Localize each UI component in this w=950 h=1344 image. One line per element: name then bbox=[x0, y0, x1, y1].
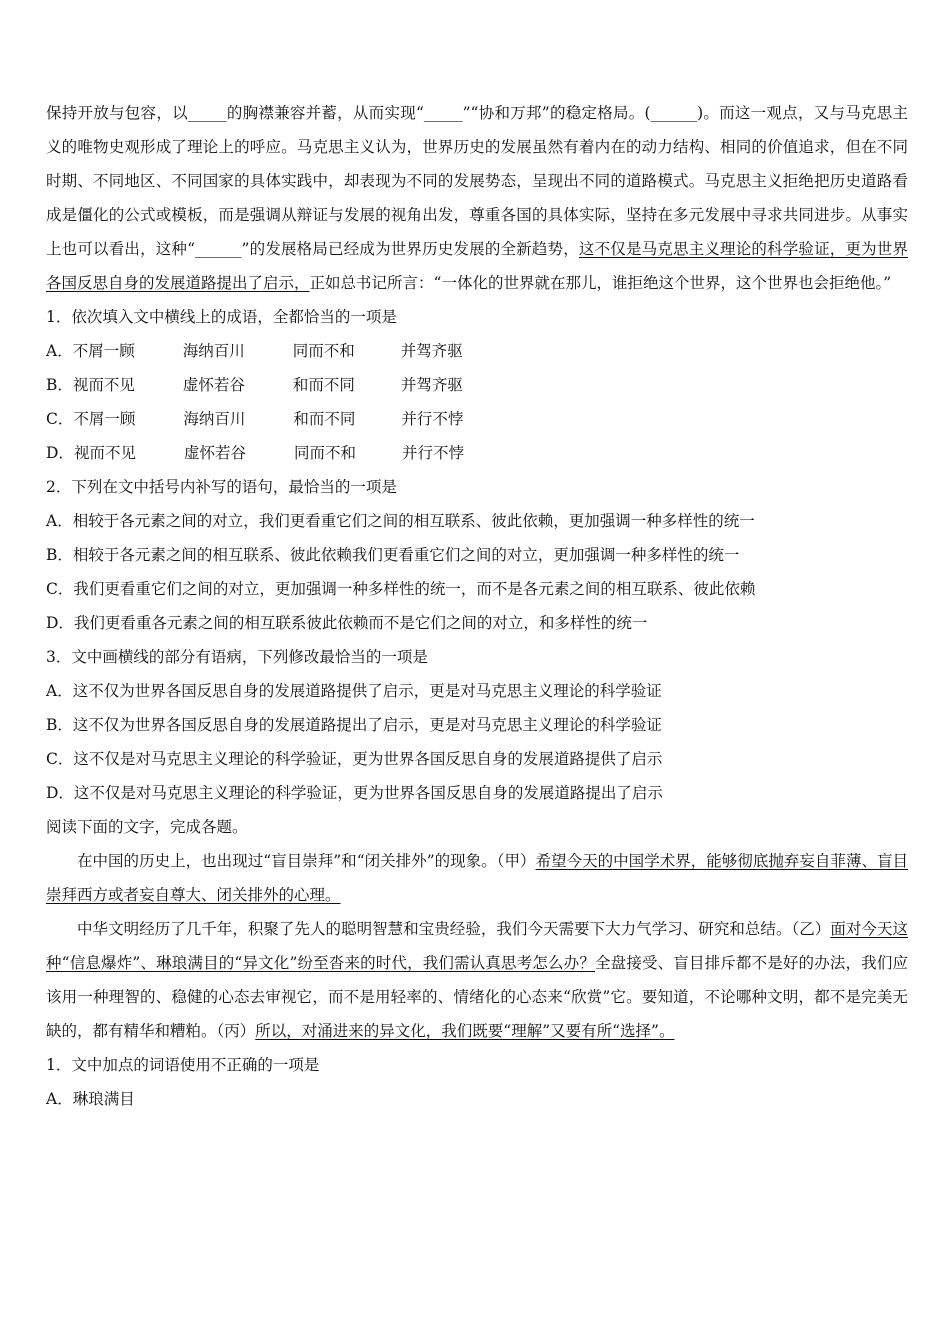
q2-option-c: C．我们更看重它们之间的对立，更加强调一种多样性的统一，而不是各元素之间的相互联系、彼此依赖 bbox=[46, 580, 756, 598]
underlined-yi: 面对今天这种“信息爆炸”、琳琅满目的“异文化”纷至沓来的时代，我们需认真思考怎么办？ bbox=[46, 920, 908, 972]
q1-option-d: D．视而不见 虚怀若谷 同而不和 并行不悖 bbox=[46, 444, 464, 462]
q3-stem: 3．文中画横线的部分有语病，下列修改最恰当的一项是 bbox=[46, 648, 428, 666]
underlined-bing: 所以，对涌进来的异文化，我们既要“理解”又要有所“选择”。 bbox=[255, 1022, 675, 1040]
q1-stem: 1．依次填入文中横线上的成语，全都恰当的一项是 bbox=[46, 308, 397, 326]
q3-option-a: A．这不仅为世界各国反思自身的发展道路提供了启示，更是对马克思主义理论的科学验证 bbox=[46, 682, 662, 700]
exam-page bbox=[46, 96, 908, 1116]
section2-q1-option-a: A．琳琅满目 bbox=[46, 1090, 135, 1108]
passage-text: 保持开放与包容，以_____的胸襟兼容并蓄，从而实现“_____”“协和万邦”的稳定格局。(______)。而这一观点，又与马克思主义的唯物史观形成了理论上的呼应。马克思主义认为，世界历史的发展虽然有着内在的动力结构、相同的价值追求，但在不同时期、不同地区、不同国家的具体实践中，却表现为不同的发展势态，呈现出不同的道路模式。马克思主义拒绝把历史道路看成是僵化的公式或模板，而是强调从辩证与发展的视角出发，尊重各国的具体实际，坚持在多元发展中寻求共同进步。从事实上也可以看出，这种“______”的发展格局已经成为世界历史发展的全新趋势， bbox=[46, 104, 908, 258]
passage2-paragraph1: 在中国的历史上，也出现过“盲目崇拜”和“闭关排外”的现象。（甲）希望今天的中国学术界，能够彻底抛弃妄自菲薄、盲目崇拜西方或者妄自尊大、闭关排外的心理。 bbox=[46, 852, 908, 904]
q1-option-b: B．视而不见 虚怀若谷 和而不同 并驾齐驱 bbox=[46, 376, 463, 394]
q1-option-c: C．不屑一顾 海纳百川 和而不同 并行不悖 bbox=[46, 410, 464, 428]
q2-option-d: D．我们更看重各元素之间的相互联系彼此依赖而不是它们之间的对立，和多样性的统一 bbox=[46, 614, 648, 632]
q3-option-d: D．这不仅是对马克思主义理论的科学验证，更为世界各国反思自身的发展道路提出了启示 bbox=[46, 784, 663, 802]
passage-paragraph bbox=[46, 96, 908, 300]
q2-stem: 2．下列在文中括号内补写的语句，最恰当的一项是 bbox=[46, 478, 397, 496]
underlined-sentence: 这不仅是马克思主义理论的科学验证，更为世界各国反思自身的发展道路提出了启示， bbox=[46, 240, 908, 292]
q2-option-a: A．相较于各元素之间的对立，我们更看重它们之间的相互联系、彼此依赖，更加强调一种多样性的统一 bbox=[46, 512, 755, 530]
passage-text-end: 正如总书记所言：“一体化的世界就在那儿，谁拒绝这个世界，这个世界也会拒绝他。” bbox=[309, 274, 892, 292]
underlined-jia: 希望今天的中国学术界，能够彻底抛弃妄自菲薄、盲目崇拜西方或者妄自尊大、闭关排外的心理。 bbox=[46, 852, 908, 904]
q1-option-a: A．不屑一顾 海纳百川 同而不和 并驾齐驱 bbox=[46, 342, 463, 360]
q2-option-b: B．相较于各元素之间的相互联系、彼此依赖我们更看重它们之间的对立，更加强调一种多样性的统一 bbox=[46, 546, 740, 564]
q3-option-c: C．这不仅是对马克思主义理论的科学验证，更为世界各国反思自身的发展道路提供了启示 bbox=[46, 750, 663, 768]
q3-option-b: B．这不仅为世界各国反思自身的发展道路提出了启示，更是对马克思主义理论的科学验证 bbox=[46, 716, 662, 734]
section2-q1-stem: 1．文中加点的词语使用不正确的一项是 bbox=[46, 1056, 320, 1074]
passage2-paragraph2: 中华文明经历了几千年，积聚了先人的聪明智慧和宝贵经验，我们今天需要下大力气学习、研究和总结。（乙）面对今天这种“信息爆炸”、琳琅满目的“异文化”纷至沓来的时代，我们需认真思考怎么办？全盘接受、盲目排斥都不是好的办法，我们应该用一种理智的、稳健的心态去审视它，而不是用轻率的、情绪化的心态来“欣赏”它。要知道，不论哪种文明，都不是完美无缺的，都有精华和糟粕。（丙）所以，对涌进来的异文化，我们既要“理解”又要有所“选择”。 bbox=[46, 920, 908, 1040]
section-intro: 阅读下面的文字，完成各题。 bbox=[46, 818, 248, 836]
